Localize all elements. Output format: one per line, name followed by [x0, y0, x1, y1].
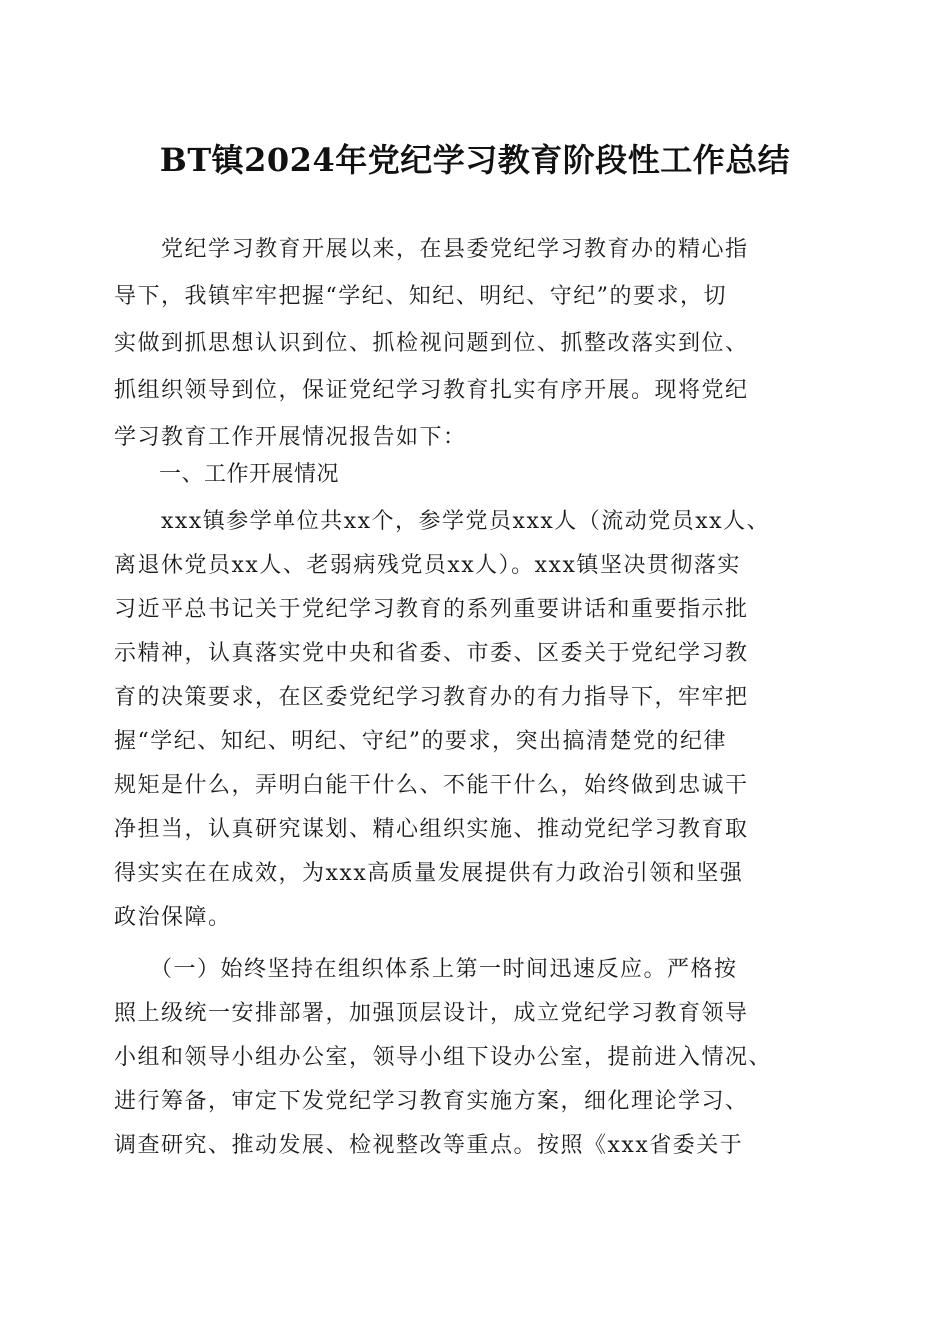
body-line: 实做到抓思想认识到位、抓检视问题到位、抓整改落实到位、 — [114, 331, 749, 356]
body-line: 抓组织领导到位，保证党纪学习教育扎实有序开展。现将党纪 — [114, 378, 749, 403]
body-line: 得实实在在成效，为xxx高质量发展提供有力政治引领和坚强 — [114, 861, 744, 886]
body-line: 进行筹备，审定下发党纪学习教育实施方案，细化理论学习、 — [114, 1089, 749, 1114]
body-line: 净担当，认真研究谋划、精心组织实施、推动党纪学习教育取 — [114, 817, 749, 842]
body-line: 党纪学习教育开展以来，在县委党纪学习教育办的精心指 — [114, 237, 749, 262]
body-line: 调查研究、推动发展、检视整改等重点。按照《xxx省委关于 — [114, 1133, 744, 1158]
body-line: 规矩是什么，弄明白能干什么、不能干什么，始终做到忠诚干 — [114, 773, 749, 798]
body-line: 育的决策要求，在区委党纪学习教育办的有力指导下，牢牢把 — [114, 685, 749, 710]
body-line: 小组和领导小组办公室，领导小组下设办公室，提前进入情况、 — [114, 1045, 773, 1070]
body-line: xxx镇参学单位共xx个，参学党员xxx人（流动党员xx人、 — [114, 509, 771, 534]
body-line: 导下，我镇牢牢把握“学纪、知纪、明纪、守纪”的要求，切 — [114, 284, 727, 309]
body-line: 学习教育工作开展情况报告如下： — [114, 425, 467, 450]
body-line: 照上级统一安排部署，加强顶层设计，成立党纪学习教育领导 — [114, 1001, 749, 1026]
document-title: BT镇2024年党纪学习教育阶段性工作总结 — [159, 141, 791, 179]
body-line: 握“学纪、知纪、明纪、守纪”的要求，突出搞清楚党的纪律 — [114, 729, 727, 754]
body-line: 示精神，认真落实党中央和省委、市委、区委关于党纪学习教 — [114, 641, 749, 666]
body-line: 离退休党员xx人、老弱病残党员xx人）。xxx镇坚决贯彻落实 — [114, 553, 741, 578]
body-line: 政治保障。 — [114, 905, 232, 930]
body-line: 习近平总书记关于党纪学习教育的系列重要讲话和重要指示批 — [114, 597, 749, 622]
subsection-line: （一）始终坚持在组织体系上第一时间迅速反应。严格按 — [114, 957, 738, 982]
section-heading: 一、工作开展情况 — [114, 462, 340, 487]
